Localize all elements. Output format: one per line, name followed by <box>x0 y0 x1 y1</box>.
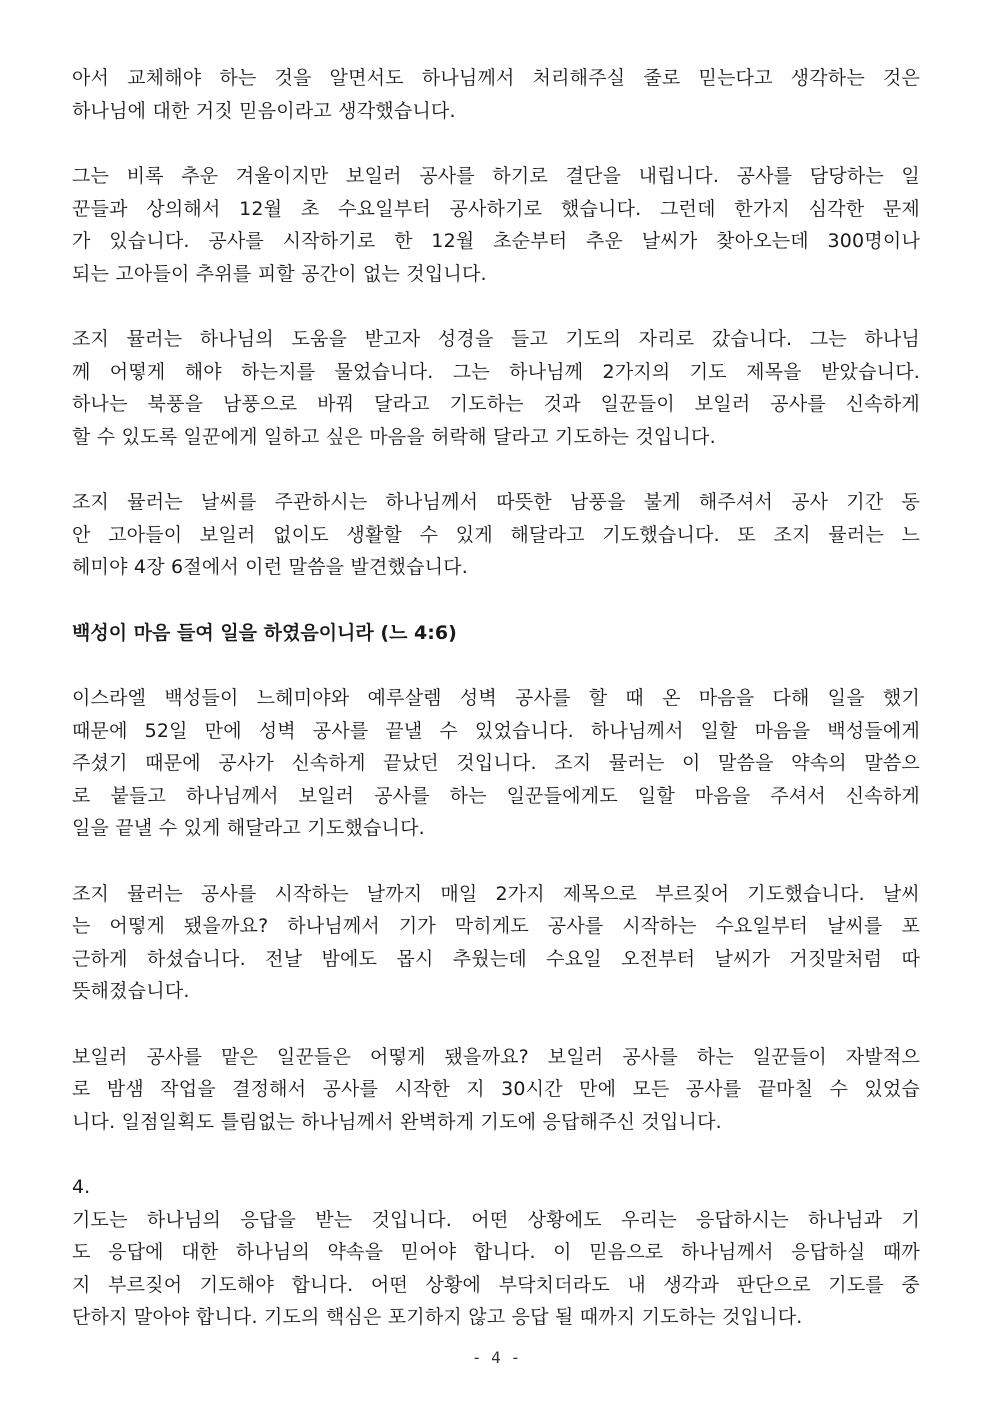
text-line: 뜻해졌습니다. <box>72 980 190 1002</box>
text-line: 꾼들과 상의해서 12월 초 수요일부터 공사하기로 했습니다. 그런데 한가지 심각한 문제 <box>72 197 920 220</box>
text-line: 헤미야 4장 6절에서 이런 말씀을 발견했습니다. <box>72 556 468 578</box>
text-line: 단하지 말아야 합니다. 기도의 핵심은 포기하지 않고 응답 될 때까지 기도하는 것입니다. <box>72 1306 803 1328</box>
text-line: 때문에 52일 만에 성벽 공사를 끝낼 수 있었습니다. 하나님께서 일할 마음을 백성들에게 <box>72 719 920 742</box>
text-line: 조지 뮬러는 하나님의 도움을 받고자 성경을 들고 기도의 자리로 갔습니다. 그는 하나님 <box>72 328 920 350</box>
text-line: 하나는 북풍을 남풍으로 바꿔 달라고 기도하는 것과 일꾼들이 보일러 공사를 신속하게 <box>72 393 920 415</box>
text-line: 니다. 일점일획도 틀림없는 하나님께서 완벽하게 기도에 응답해주신 것입니다. <box>72 1110 722 1133</box>
text-line: 보일러 공사를 맡은 일꾼들은 어떻게 됐을까요? 보일러 공사를 하는 일꾼들이 자발적으 <box>72 1045 920 1068</box>
text-line: 아서 교체해야 하는 것을 알면서도 하나님께서 처리해주실 줄로 믿는다고 생각하는 것은 <box>72 67 920 89</box>
paragraph-1 <box>72 62 920 127</box>
text-line: 일을 끝낼 수 있게 해달라고 기도했습니다. <box>72 817 425 839</box>
text-line: 로 붙들고 하나님께서 보일러 공사를 하는 일꾼들에게도 일할 마음을 주셔서 신속하게 <box>72 784 920 807</box>
scripture-quote: 백성이 마음 들여 일을 하였음이니라 (느 4:6) <box>72 621 457 644</box>
paragraph-3 <box>72 323 920 453</box>
text-line: 이스라엘 백성들이 느헤미야와 예루살렘 성벽 공사를 할 때 온 마음을 다해 일을 했기 <box>72 687 920 709</box>
text-line: 그는 비록 추운 겨울이지만 보일러 공사를 하기로 결단을 내립니다. 공사를 담당하는 일 <box>72 165 920 187</box>
text-line: 조지 뮬러는 공사를 시작하는 날까지 매일 2가지 제목으로 부르짖어 기도했습니다. 날씨 <box>72 882 920 905</box>
page-number: - 4 - <box>471 1348 521 1367</box>
text-line: 근하게 하셨습니다. 전날 밤에도 몹시 추웠는데 수요일 오전부터 날씨가 거짓말처럼 따 <box>72 947 920 970</box>
text-line: 조지 뮬러는 날씨를 주관하시는 하나님께서 따뜻한 남풍을 불게 해주셔서 공사 기간 동 <box>72 491 920 513</box>
paragraph-2 <box>72 160 920 290</box>
text-line: 기도는 하나님의 응답을 받는 것입니다. 어떤 상황에도 우리는 응답하시는 하나님과 기 <box>72 1208 920 1231</box>
paragraph-8 <box>72 1204 920 1334</box>
paragraph-6 <box>72 878 920 1008</box>
text-line: 안 고아들이 보일러 없이도 생활할 수 있게 해달라고 기도했습니다. 또 조지 뮬러는 느 <box>72 523 920 546</box>
section-number: 4. <box>72 1176 91 1198</box>
text-line: 가 있습니다. 공사를 시작하기로 한 12월 초순부터 추운 날씨가 찾아오는데 300명이나 <box>72 230 920 252</box>
paragraph-7 <box>72 1041 920 1139</box>
document-page <box>72 62 920 1367</box>
text-line: 주셨기 때문에 공사가 신속하게 끝났던 것입니다. 조지 뮬러는 이 말씀을 약속의 말씀으 <box>72 752 920 774</box>
text-line: 로 밤샘 작업을 결정해서 공사를 시작한 지 30시간 만에 모든 공사를 끝마칠 수 있었습 <box>72 1078 920 1100</box>
text-line: 는 어떻게 됐을까요? 하나님께서 기가 막히게도 공사를 시작하는 수요일부터 날씨를 포 <box>72 915 920 937</box>
text-line: 하나님에 대한 거짓 믿음이라고 생각했습니다. <box>72 99 456 122</box>
text-line: 되는 고아들이 추위를 피할 공간이 없는 것입니다. <box>72 262 487 285</box>
text-line: 할 수 있도록 일꾼에게 일하고 싶은 마음을 허락해 달라고 기도하는 것입니다. <box>72 425 716 448</box>
text-line: 께 어떻게 해야 하는지를 물었습니다. 그는 하나님께 2가지의 기도 제목을 받았습니다. <box>72 360 920 383</box>
paragraph-4 <box>72 486 920 584</box>
text-line: 도 응답에 대한 하나님의 약속을 믿어야 합니다. 이 믿음으로 하나님께서 응답하실 때까 <box>72 1241 920 1263</box>
text-line: 지 부르짖어 기도해야 합니다. 어떤 상황에 부닥치더라도 내 생각과 판단으로 기도를 중 <box>72 1273 920 1296</box>
paragraph-5 <box>72 682 920 845</box>
